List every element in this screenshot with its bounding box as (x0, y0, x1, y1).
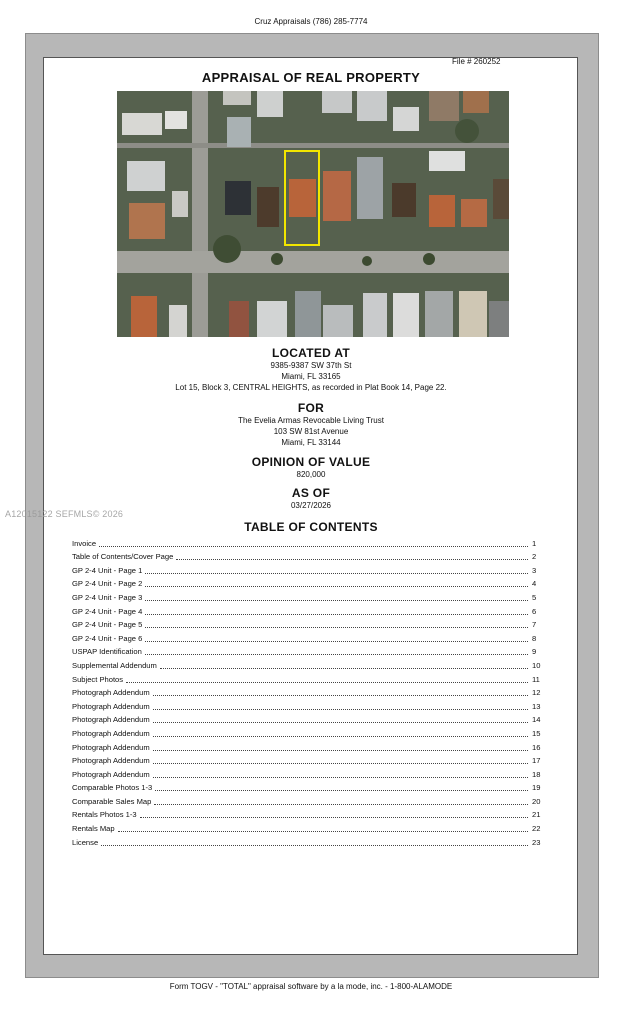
toc-dot-leader (153, 735, 528, 737)
toc-entry-name: GP 2-4 Unit - Page 5 (72, 620, 143, 630)
opinion-of-value-amount: 820,000 (296, 470, 326, 479)
toc-entry-name: Rentals Map (72, 824, 115, 834)
toc-entry-page: 6 (532, 606, 537, 616)
toc-entry-name: Comparable Photos 1-3 (72, 783, 153, 793)
toc-dot-leader (145, 626, 528, 628)
as-of-date: 03/27/2026 (290, 501, 332, 510)
toc-entry-page: 2 (532, 552, 537, 562)
toc-dot-leader (145, 599, 528, 601)
opinion-of-value-heading: OPINION OF VALUE (251, 455, 371, 469)
toc-entry-name: Photograph Addendum (72, 715, 150, 725)
toc-entry-name: Photograph Addendum (72, 756, 150, 766)
toc-entry-page: 7 (532, 620, 537, 630)
toc-row (72, 603, 544, 617)
toc-row (72, 793, 544, 807)
toc-row (72, 535, 544, 549)
toc-row (72, 698, 544, 712)
toc-dot-leader (145, 613, 528, 615)
report-title: APPRAISAL OF REAL PROPERTY (201, 70, 421, 85)
toc-entry-page: 8 (532, 633, 537, 643)
toc-entry-name: Supplemental Addendum (72, 660, 157, 670)
toc-row (72, 766, 544, 780)
toc-entry-page: 21 (532, 810, 541, 820)
toc-row (72, 739, 544, 753)
toc-row (72, 589, 544, 603)
for-heading: FOR (297, 401, 325, 415)
toc-dot-leader (126, 681, 528, 683)
toc-entry-name: Photograph Addendum (72, 742, 150, 752)
toc-row (72, 576, 544, 590)
toc-dot-leader (99, 545, 528, 547)
toc-entry-page: 15 (532, 728, 541, 738)
toc-entry-name: Photograph Addendum (72, 688, 150, 698)
toc-entry-page: 5 (532, 592, 537, 602)
property-street: 9385-9387 SW 37th St (270, 361, 352, 370)
toc-heading: TABLE OF CONTENTS (244, 520, 378, 534)
toc-dot-leader (153, 776, 528, 778)
located-at-heading: LOCATED AT (271, 346, 351, 360)
toc-entry-name: GP 2-4 Unit - Page 6 (72, 633, 143, 643)
for-section (0, 401, 622, 448)
toc-dot-leader (155, 789, 528, 791)
form-footer: Form TOGV - "TOTAL" appraisal software by a la mode, inc. - 1-800-ALAMODE (169, 982, 453, 991)
toc-dot-leader (154, 803, 528, 805)
toc-dot-leader (145, 572, 528, 574)
toc-dot-leader (153, 721, 528, 723)
toc-row (72, 753, 544, 767)
toc-row (72, 630, 544, 644)
as-of-heading: AS OF (291, 486, 331, 500)
toc-row (72, 834, 544, 848)
toc-entry-page: 16 (532, 742, 541, 752)
toc-row (72, 617, 544, 631)
toc-entry-name: USPAP Identification (72, 647, 142, 657)
toc-entry-name: Photograph Addendum (72, 701, 150, 711)
toc-entry-name: Table of Contents/Cover Page (72, 552, 174, 562)
toc-row (72, 725, 544, 739)
toc-dot-leader (153, 708, 528, 710)
toc-row (72, 644, 544, 658)
toc-row (72, 712, 544, 726)
as-of-section (0, 486, 622, 511)
toc-entry-page: 18 (532, 769, 541, 779)
toc-entry-page: 14 (532, 715, 541, 725)
toc-entry-page: 17 (532, 756, 541, 766)
toc-entry-name: GP 2-4 Unit - Page 2 (72, 579, 143, 589)
toc-entry-name: Photograph Addendum (72, 769, 150, 779)
toc-dot-leader (153, 762, 528, 764)
toc-entry-page: 11 (532, 674, 540, 684)
toc-entry-name: GP 2-4 Unit - Page 1 (72, 565, 143, 575)
toc-dot-leader (140, 816, 528, 818)
toc-row (72, 820, 544, 834)
toc-row (72, 685, 544, 699)
toc-row (72, 780, 544, 794)
client-name: The Evelia Armas Revocable Living Trust (238, 416, 384, 425)
toc-entry-page: 10 (532, 660, 541, 670)
toc-dot-leader (118, 830, 528, 832)
company-header-line: Cruz Appraisals (786) 285-7774 (254, 17, 368, 26)
property-city: Miami, FL 33165 (281, 372, 341, 381)
mls-watermark: A12015122 SEFMLS© 2026 (5, 509, 124, 519)
toc-entry-page: 23 (532, 837, 541, 847)
toc-entry-page: 1 (532, 538, 537, 548)
toc-entry-name: GP 2-4 Unit - Page 4 (72, 606, 143, 616)
toc-entry-name: Subject Photos (72, 674, 124, 684)
toc-entry-page: 12 (532, 688, 541, 698)
opinion-of-value-section (0, 455, 622, 480)
aerial-photo (117, 91, 509, 337)
toc-dot-leader (101, 844, 528, 846)
toc-entry-name: Photograph Addendum (72, 728, 150, 738)
toc-entry-name: Invoice (72, 538, 97, 548)
toc-row (72, 671, 544, 685)
toc-dot-leader (153, 694, 528, 696)
toc-entry-page: 13 (532, 701, 541, 711)
toc-row (72, 562, 544, 576)
toc-row (72, 549, 544, 563)
toc-dot-leader (145, 585, 528, 587)
toc-entry-name: Comparable Sales Map (72, 796, 152, 806)
toc-entry-page: 3 (532, 565, 537, 575)
file-number: File # 260252 (452, 57, 501, 66)
legal-description: Lot 15, Block 3, CENTRAL HEIGHTS, as recorded in Plat Book 14, Page 22. (175, 383, 447, 392)
toc-row (72, 807, 544, 821)
located-at-section (0, 346, 622, 393)
client-street: 103 SW 81st Avenue (273, 427, 349, 436)
toc-entry-page: 22 (532, 824, 541, 834)
toc-dot-leader (145, 640, 528, 642)
toc-dot-leader (176, 558, 528, 560)
toc-entry-page: 19 (532, 783, 541, 793)
toc-dot-leader (145, 653, 528, 655)
toc-entry-name: GP 2-4 Unit - Page 3 (72, 592, 143, 602)
toc-entry-page: 20 (532, 796, 541, 806)
toc-entry-name: Rentals Photos 1-3 (72, 810, 137, 820)
toc-dot-leader (153, 749, 528, 751)
toc-row (72, 657, 544, 671)
toc-entry-page: 9 (532, 647, 537, 657)
toc-dot-leader (160, 667, 528, 669)
client-city: Miami, FL 33144 (281, 438, 341, 447)
toc-entry-name: License (72, 837, 99, 847)
toc-entry-page: 4 (532, 579, 537, 589)
toc-list (72, 535, 544, 848)
